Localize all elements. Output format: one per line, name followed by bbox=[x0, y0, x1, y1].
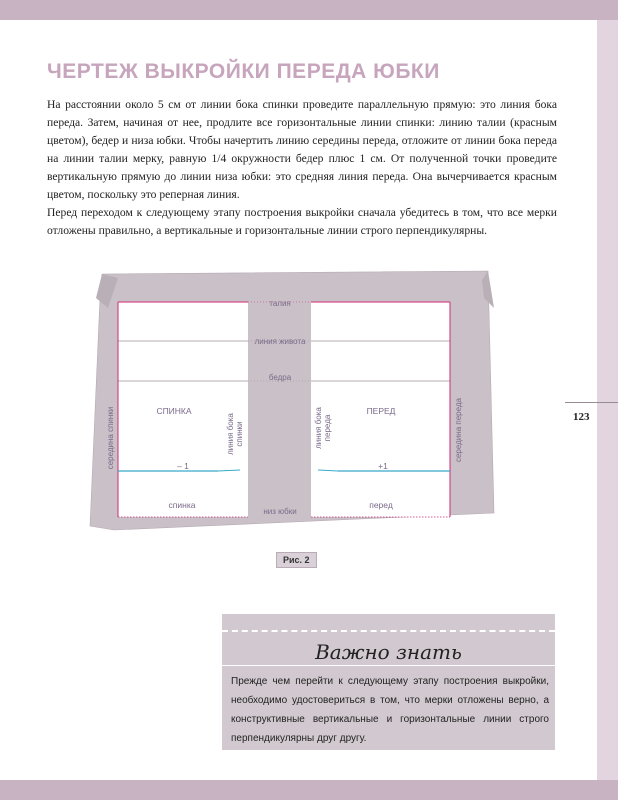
note-title: Важно знать bbox=[315, 640, 462, 664]
label-waist: талия bbox=[269, 299, 291, 308]
label-front-upper: ПЕРЕД bbox=[366, 406, 396, 416]
right-decor-strip bbox=[597, 20, 618, 780]
bottom-decor-bar bbox=[0, 780, 618, 800]
body-text bbox=[47, 96, 557, 240]
page-number-rule bbox=[565, 402, 618, 403]
label-back-side-1: линия бока bbox=[226, 413, 235, 455]
note-dashed-rule bbox=[222, 630, 555, 632]
paragraph-2: Перед переходом к следующему этапу построения выкройки сначала убедитесь в том, что все мерки отложены правильно, а вертикальные и горизонтальные линии строго перпендикулярны. bbox=[47, 206, 557, 237]
note-text: Прежде чем перейти к следующему этапу построения выкройки, необходимо удостовериться в том, что мерки отложены верно, а конструктивные вертикальные и горизонтальные линии строго перпендикулярны друг другу. bbox=[231, 676, 549, 744]
label-belly-line: линия живота bbox=[254, 337, 306, 346]
label-minus-one: – 1 bbox=[177, 461, 189, 471]
label-back-center: середина спинки bbox=[106, 406, 115, 470]
label-back-side-2: спинки bbox=[235, 421, 244, 447]
page-number: 123 bbox=[573, 411, 590, 423]
label-hips: бедра bbox=[268, 373, 292, 382]
paragraph-1: На расстоянии около 5 см от линии бока спинки проведите параллельную прямую: это линия бока переда. Затем, начиная от нее, продлите все горизонтальные линии спинки: линию талии (красным цветом), бедер и низа юбки. Чтобы начертить линию середины переда, отложите от линии бока переда на линии талии мерку, равную 1/4 окружности бедер плюс 1 см. От полученной точки проведите вертикальную прямую до линии низа юбки: это средняя линия переда. Она вычерчивается красным цветом, поскольку это реперная линия. bbox=[47, 98, 557, 201]
label-front-side-1: линия бока bbox=[314, 407, 323, 449]
skirt-pattern-drawing bbox=[88, 268, 498, 544]
label-hem: низ юбки bbox=[263, 507, 297, 516]
label-front-center: середина переда bbox=[454, 397, 463, 463]
note-title-rule bbox=[222, 665, 555, 666]
important-note-box bbox=[222, 614, 555, 750]
label-back-lower: спинка bbox=[168, 500, 196, 510]
page-title: ЧЕРТЕЖ ВЫКРОЙКИ ПЕРЕДА ЮБКИ bbox=[47, 60, 440, 83]
label-back-upper: СПИНКА bbox=[156, 406, 192, 416]
label-front-lower: перед bbox=[369, 500, 393, 510]
label-plus-one: +1 bbox=[378, 461, 388, 471]
label-front-side-2: переда bbox=[323, 414, 332, 442]
top-decor-bar bbox=[0, 0, 618, 20]
figure-caption: Рис. 2 bbox=[276, 552, 317, 568]
